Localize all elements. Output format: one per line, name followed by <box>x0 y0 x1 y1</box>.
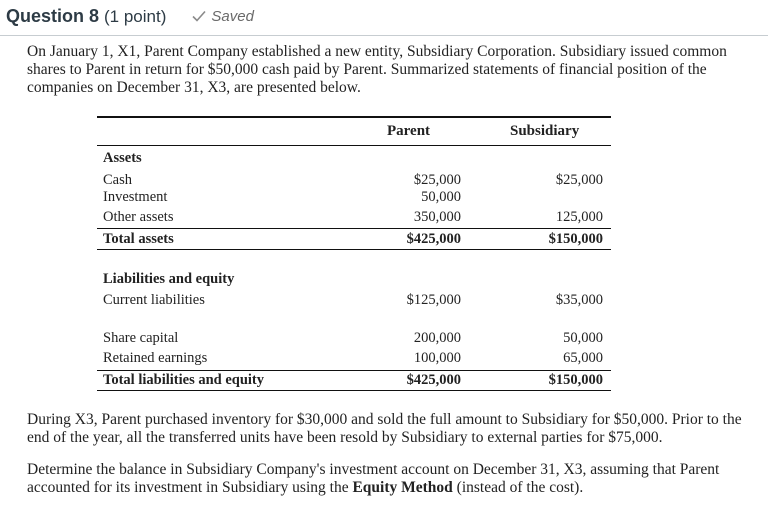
table-row <box>97 292 611 310</box>
parent-value: $425,000 <box>406 231 461 247</box>
table-row <box>97 330 611 348</box>
table-row <box>97 372 611 390</box>
row-label: Total assets <box>103 231 174 247</box>
table-row <box>97 172 611 190</box>
parent-value: $25,000 <box>413 172 461 188</box>
parent-value: 350,000 <box>413 209 461 225</box>
table-row <box>97 231 611 249</box>
subsidiary-value: $150,000 <box>548 372 603 388</box>
table-row <box>97 150 611 168</box>
subsidiary-value: 65,000 <box>563 350 603 366</box>
row-label: Cash <box>103 172 132 188</box>
parent-value: 50,000 <box>421 189 461 205</box>
liabilities-heading: Liabilities and equity <box>103 271 235 287</box>
subsidiary-value: $35,000 <box>555 292 603 308</box>
row-label: Total liabilities and equity <box>103 372 265 388</box>
column-header-subsidiary: Subsidiary <box>510 123 580 139</box>
prompt-emphasis: Equity Method <box>352 479 453 496</box>
question-header <box>6 6 254 30</box>
subsidiary-value: $25,000 <box>555 172 603 188</box>
table-top-rule <box>97 116 611 118</box>
subsidiary-value: $150,000 <box>548 231 603 247</box>
subtotal-rule <box>97 370 611 371</box>
saved-label: Saved <box>211 7 254 25</box>
question-title: Question 8 <box>6 6 100 26</box>
row-label: Retained earnings <box>103 350 208 366</box>
subsidiary-value: 125,000 <box>555 209 603 225</box>
prompt-text-end: (instead of the cost). <box>452 479 584 496</box>
check-icon <box>192 10 206 22</box>
parent-value: $425,000 <box>406 372 461 388</box>
row-label: Other assets <box>103 209 174 225</box>
parent-value: 200,000 <box>413 330 461 346</box>
prompt-text: Determine the balance in Subsidiary Company's investment account on December 31, X3, assuming that Parent accounted for its investment in Subsidiary using the <box>27 461 720 496</box>
total-rule <box>97 249 611 250</box>
table-row <box>97 271 611 289</box>
subtotal-rule <box>97 228 611 229</box>
question-paragraph-transfer: During X3, Parent purchased inventory for $30,000 and sold the full amount to Subsidiary for $50,000. Prior to the end of the year, all the transferred units have been resold by Subsidiary to external parties for $75,000. <box>27 411 742 446</box>
parent-value: $125,000 <box>406 292 461 308</box>
table-header-rule <box>97 145 611 146</box>
row-label: Share capital <box>103 330 179 346</box>
row-label: Investment <box>103 189 168 205</box>
total-rule <box>97 390 611 391</box>
question-prompt <box>27 461 747 497</box>
saved-status <box>192 8 254 25</box>
header-divider <box>0 35 768 36</box>
column-header-parent: Parent <box>387 123 431 139</box>
table-row <box>97 189 611 207</box>
table-row <box>97 350 611 368</box>
question-intro: On January 1, X1, Parent Company established a new entity, Subsidiary Corporation. Subsidiary issued common shares to Parent in return for $50,000 cash paid by Parent. Summarized statements of financial position of the companies on December 31, X3, are presented below. <box>27 43 727 96</box>
parent-value: 100,000 <box>413 350 461 366</box>
question-points: (1 point) <box>104 7 167 26</box>
subsidiary-value: 50,000 <box>563 330 603 346</box>
assets-heading: Assets <box>103 150 142 166</box>
row-label: Current liabilities <box>103 292 205 308</box>
table-row <box>97 209 611 227</box>
